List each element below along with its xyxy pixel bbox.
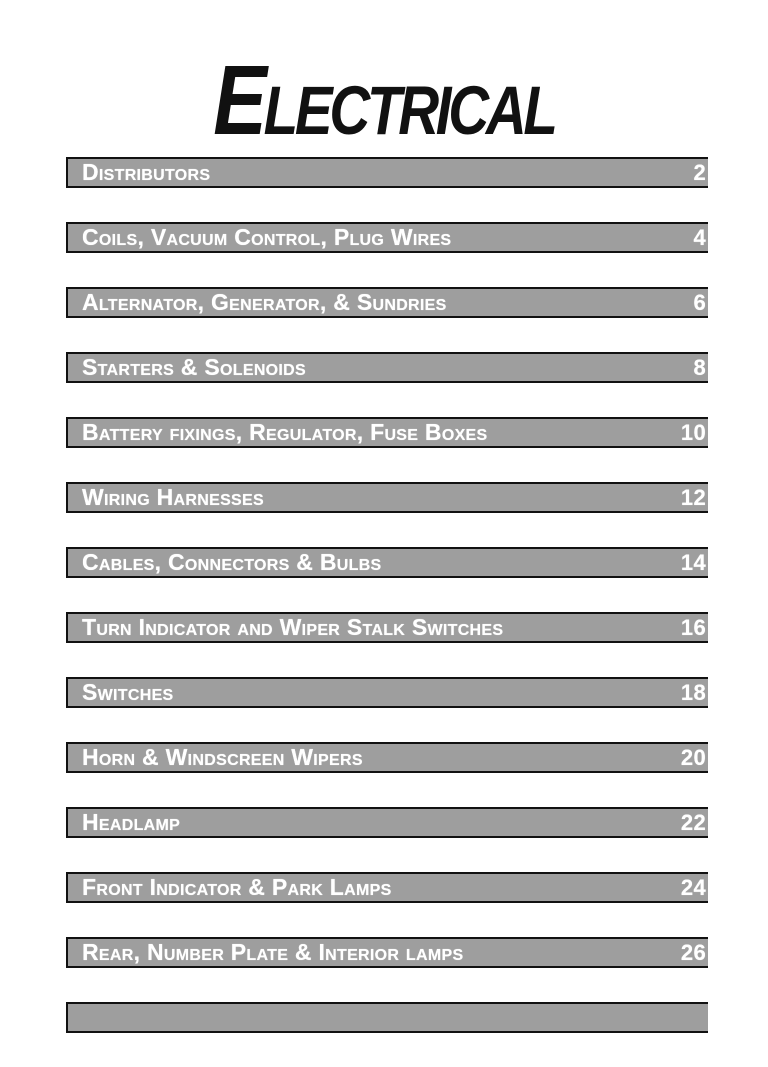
toc-entry-label: Front Indicator & Park Lamps — [82, 874, 392, 900]
toc-entry-label: Turn Indicator and Wiper Stalk Switches — [82, 614, 504, 640]
toc-entry[interactable] — [66, 872, 708, 903]
toc-entry-page: 16 — [680, 614, 706, 640]
toc-entry-label: Horn & Windscreen Wipers — [82, 744, 363, 770]
toc-entry-page: 22 — [680, 809, 706, 835]
toc-entry[interactable] — [66, 417, 708, 448]
toc-entry[interactable] — [66, 352, 708, 383]
toc-entry-label: Switches — [82, 679, 174, 705]
toc-entry-label: Wiring Harnesses — [82, 484, 264, 510]
toc-entry-label: Alternator, Generator, & Sundries — [82, 289, 447, 315]
toc-entry-page: 10 — [680, 419, 706, 445]
toc-entry-label: Headlamp — [82, 809, 181, 835]
toc-entry-page: 2 — [693, 159, 706, 185]
toc-entry[interactable] — [66, 482, 708, 513]
toc-entry-page: 20 — [680, 744, 706, 770]
toc-entry-label: Battery fixings, Regulator, Fuse Boxes — [82, 419, 488, 445]
toc-entry[interactable] — [66, 222, 708, 253]
toc-entry[interactable] — [66, 612, 708, 643]
toc-entry-partial[interactable] — [66, 1002, 708, 1033]
toc-entry[interactable] — [66, 547, 708, 578]
toc-entry-label: Distributors — [82, 159, 211, 185]
table-of-contents — [66, 157, 708, 1067]
toc-entry-page: 24 — [680, 874, 706, 900]
section-title: Electrical — [213, 45, 555, 155]
toc-entry-label: Starters & Solenoids — [82, 354, 307, 380]
toc-entry[interactable] — [66, 287, 708, 318]
toc-entry-page: 18 — [680, 679, 706, 705]
toc-entry[interactable] — [66, 937, 708, 968]
toc-entry-page: 8 — [693, 354, 706, 380]
toc-entry[interactable] — [66, 157, 708, 188]
toc-entry[interactable] — [66, 677, 708, 708]
toc-entry-label: Cables, Connectors & Bulbs — [82, 549, 382, 575]
toc-entry-page: 14 — [680, 549, 706, 575]
toc-entry[interactable] — [66, 742, 708, 773]
toc-entry-label: Coils, Vacuum Control, Plug Wires — [82, 224, 452, 250]
toc-entry-page: 26 — [680, 939, 706, 965]
toc-entry[interactable] — [66, 807, 708, 838]
toc-entry-label: Rear, Number Plate & Interior lamps — [82, 939, 464, 965]
toc-entry-page: 12 — [680, 484, 706, 510]
toc-entry-page: 4 — [693, 224, 706, 250]
toc-entry-page: 6 — [693, 289, 706, 315]
